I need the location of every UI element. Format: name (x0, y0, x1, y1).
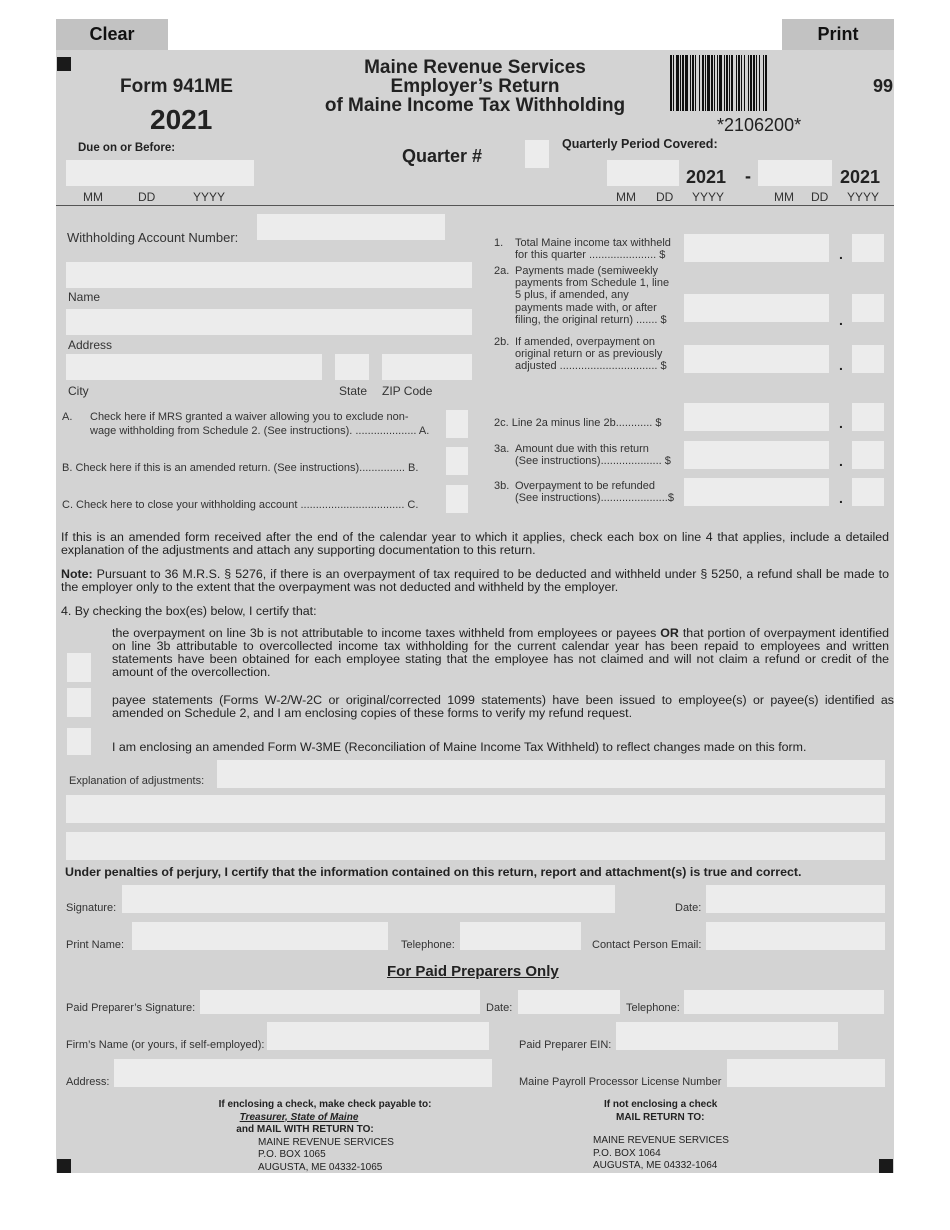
signature-label: Signature: (66, 902, 117, 914)
ein-label: Paid Preparer EIN: (519, 1039, 612, 1051)
line2a-num: 2a. (494, 265, 510, 277)
note-paragraph (61, 568, 889, 594)
registration-mark (57, 1159, 71, 1173)
state-input[interactable] (335, 354, 369, 380)
due-dd-label: DD (138, 190, 156, 204)
line2a-text-a: Payments made (semiweekly (515, 265, 659, 277)
page-code: 99 (873, 76, 894, 96)
line2c-decimal: . (839, 415, 843, 431)
start-mm-label: MM (616, 190, 636, 204)
preparer-heading: For Paid Preparers Only (387, 963, 559, 980)
line3b-text-a: Overpayment to be refunded (515, 480, 656, 492)
item2-checkbox[interactable] (67, 688, 91, 717)
period-end-year: 2021 (840, 167, 881, 187)
check-b-text: B. Check here if this is an amended return. (See instructions)............... B. (62, 462, 419, 474)
mailing-left: If enclosing a check, make check payable to: Treasurer, State of Maine and MAIL WITH RETURN TO: MAINE REVENUE SERVICES P.O. BOX 1065 AUGUSTA, ME 04332-1065 (218, 1099, 432, 1173)
email-label: Contact Person Email: (592, 939, 702, 951)
preparer-date-label: Date: (486, 1002, 513, 1014)
line2b-text-a: If amended, overpayment on (515, 336, 656, 348)
line2c-text: 2c. Line 2a minus line 2b............ $ (494, 417, 662, 429)
license-input[interactable] (727, 1059, 885, 1087)
line2c-amount-input[interactable] (684, 403, 829, 431)
line3b-amount-input[interactable] (684, 478, 829, 506)
period-dash: - (745, 166, 751, 186)
line1-text-b: for this quarter ...................... $ (515, 249, 666, 261)
period-label: Quarterly Period Covered: (562, 137, 718, 151)
firm-input[interactable] (267, 1022, 489, 1050)
address-input[interactable] (66, 309, 472, 335)
line3b-num: 3b. (494, 480, 510, 492)
line3a-amount-input[interactable] (684, 441, 829, 469)
withholding-label: Withholding Account Number: (67, 230, 239, 245)
amended-intro: If this is an amended form received after the end of the calendar year to which it applies, check each box on line 4 that applies, include a detailed explanation of the adjustments and attach any supporting documentation to this return. (61, 530, 889, 557)
preparer-signature-label: Paid Preparer’s Signature: (66, 1002, 196, 1014)
explanation-input-2[interactable] (66, 795, 885, 823)
ein-input[interactable] (616, 1022, 838, 1050)
line1-amount-input[interactable] (684, 234, 829, 262)
explanation-input-1[interactable] (217, 760, 885, 788)
mailing-right: If not enclosing a check MAIL RETURN TO: MAINE REVENUE SERVICES P.O. BOX 1064 AUGUSTA, ME 04332-1064 (593, 1099, 729, 1171)
check-a-text2: wage withholding from Schedule 2. (See instructions). .................... A. (90, 425, 430, 437)
line3b-decimal: . (839, 490, 843, 506)
quarter-label: Quarter # (402, 146, 483, 166)
due-date-input[interactable] (66, 160, 254, 186)
start-dd-label: DD (656, 190, 674, 204)
end-yyyy-label: YYYY (847, 190, 880, 204)
license-label: Maine Payroll Processor License Number (519, 1076, 722, 1088)
check-a-letter: A. (62, 411, 73, 423)
check-c-checkbox[interactable] (446, 485, 468, 513)
line3a-num: 3a. (494, 443, 510, 455)
line2a-cents-input[interactable] (852, 294, 884, 322)
line2b-cents-input[interactable] (852, 345, 884, 373)
line3a-text-b: (See instructions).................... $ (515, 455, 671, 467)
firm-label: Firm’s Name (or yours, if self-employed): (66, 1039, 265, 1051)
email-input[interactable] (706, 922, 885, 950)
zip-label: ZIP Code (382, 384, 433, 398)
due-label: Due on or Before: (78, 142, 176, 154)
item3-text: I am enclosing an amended Form W-3ME (Reconciliation of Maine Income Tax Withheld) to reflect changes made on this form. (112, 740, 807, 754)
period-start-year: 2021 (686, 167, 727, 187)
print-name-label: Print Name: (66, 939, 125, 951)
zip-input[interactable] (382, 354, 472, 380)
print-name-input[interactable] (132, 922, 388, 950)
line2b-text-b: original return or as previously (515, 348, 663, 360)
due-yyyy-label: YYYY (193, 190, 226, 204)
line2b-amount-input[interactable] (684, 345, 829, 373)
end-dd-label: DD (811, 190, 829, 204)
registration-mark (57, 57, 71, 71)
line2b-num: 2b. (494, 336, 510, 348)
check-a-text1: Check here if MRS granted a waiver allowing you to exclude non- (90, 411, 409, 423)
line2b-decimal: . (839, 357, 843, 373)
barcode-text: *2106200* (717, 115, 802, 135)
line2a-decimal: . (839, 312, 843, 328)
signature-input[interactable] (122, 885, 615, 913)
line2b-text-c: adjusted ................................ $ (515, 360, 667, 372)
line2a-text-e: filing, the original return) ....... $ (515, 314, 667, 326)
quarter-input[interactable] (525, 140, 549, 168)
period-end-input[interactable] (758, 160, 832, 186)
note-bold: Note: (61, 567, 93, 581)
line2c-cents-input[interactable] (852, 403, 884, 431)
check-b-checkbox[interactable] (446, 447, 468, 475)
telephone-label: Telephone: (401, 939, 455, 951)
line3b-text-b: (See instructions)......................$ (515, 492, 674, 504)
line3a-text-a: Amount due with this return (515, 443, 649, 455)
end-mm-label: MM (774, 190, 794, 204)
line2a-text-b: payments from Schedule 1, line (515, 277, 670, 289)
note-text: Pursuant to 36 M.R.S. § 5276, if there is an overpayment of tax required to be deducted and withheld under § 5250, a refund shall be made to the employer only to the extent that the overpayment was not deducted and withheld by the employer. (61, 567, 889, 594)
form-name: Form 941ME (120, 76, 233, 97)
address-label: Address (68, 338, 113, 352)
clear-button[interactable]: Clear (56, 19, 168, 50)
line1-cents-input[interactable] (852, 234, 884, 262)
name-label: Name (68, 290, 101, 304)
line3b-cents-input[interactable] (852, 478, 884, 506)
state-label: State (339, 384, 368, 398)
preparer-telephone-label: Telephone: (626, 1002, 680, 1014)
line1-num: 1. (494, 237, 504, 249)
preparer-address-input[interactable] (114, 1059, 492, 1087)
period-start-input[interactable] (607, 160, 679, 186)
preparer-signature-input[interactable] (200, 990, 480, 1014)
check-a-checkbox[interactable] (446, 410, 468, 438)
due-mm-label: MM (83, 190, 103, 204)
form-title: Maine Revenue Services Employer’s Return of Maine Income Tax Withholding (324, 57, 626, 116)
print-button[interactable]: Print (782, 19, 894, 50)
divider (56, 205, 894, 206)
line1-text-a: Total Maine income tax withheld (515, 237, 671, 249)
withholding-account-input[interactable] (257, 214, 445, 240)
city-input[interactable] (66, 354, 322, 380)
registration-mark (879, 1159, 893, 1173)
line2a-amount-input[interactable] (684, 294, 829, 322)
item2-text: payee statements (Forms W-2/W-2C or original/corrected 1099 statements) have been issued to employee(s) or payee(s) identified as amended on Schedule 2, and I am enclosing copies of these forms to verify my refund request. (112, 693, 894, 720)
signature-date-input[interactable] (706, 885, 885, 913)
item1-checkbox[interactable] (67, 653, 91, 682)
preparer-telephone-input[interactable] (684, 990, 884, 1014)
explanation-label: Explanation of adjustments: (69, 775, 205, 787)
preparer-date-input[interactable] (518, 990, 620, 1014)
telephone-input[interactable] (460, 922, 581, 950)
preparer-address-label: Address: (66, 1076, 110, 1088)
line3a-cents-input[interactable] (852, 441, 884, 469)
barcode-image (670, 55, 852, 111)
form-year: 2021 (150, 104, 213, 135)
line3a-decimal: . (839, 453, 843, 469)
explanation-input-3[interactable] (66, 832, 885, 860)
line4-heading: 4. By checking the box(es) below, I certify that: (61, 604, 317, 618)
start-yyyy-label: YYYY (692, 190, 725, 204)
line1-decimal: . (839, 246, 843, 262)
city-label: City (68, 384, 89, 398)
line2a-text-c: 5 plus, if amended, any (515, 289, 629, 301)
perjury-statement: Under penalties of perjury, I certify that the information contained on this return, report and attachment(s) is true and correct. (65, 865, 802, 879)
item1-text: the overpayment on line 3b is not attributable to income taxes withheld from employees or payees OR that portion of overpayment identified on line 3b attributable to overcollected income tax withholding for the current calendar year has been repaid to employees and written statements have been obtained for each employee stating that the employee has not claimed and will not claim a refund or credit of the amount of the overcollection. (112, 626, 889, 679)
item3-checkbox[interactable] (67, 728, 91, 755)
line2a-text-d: payments made with, or after (515, 302, 657, 314)
name-input[interactable] (66, 262, 472, 288)
check-c-text: C. Check here to close your withholding account .................................. C. (62, 499, 419, 511)
date-label: Date: (675, 902, 702, 914)
